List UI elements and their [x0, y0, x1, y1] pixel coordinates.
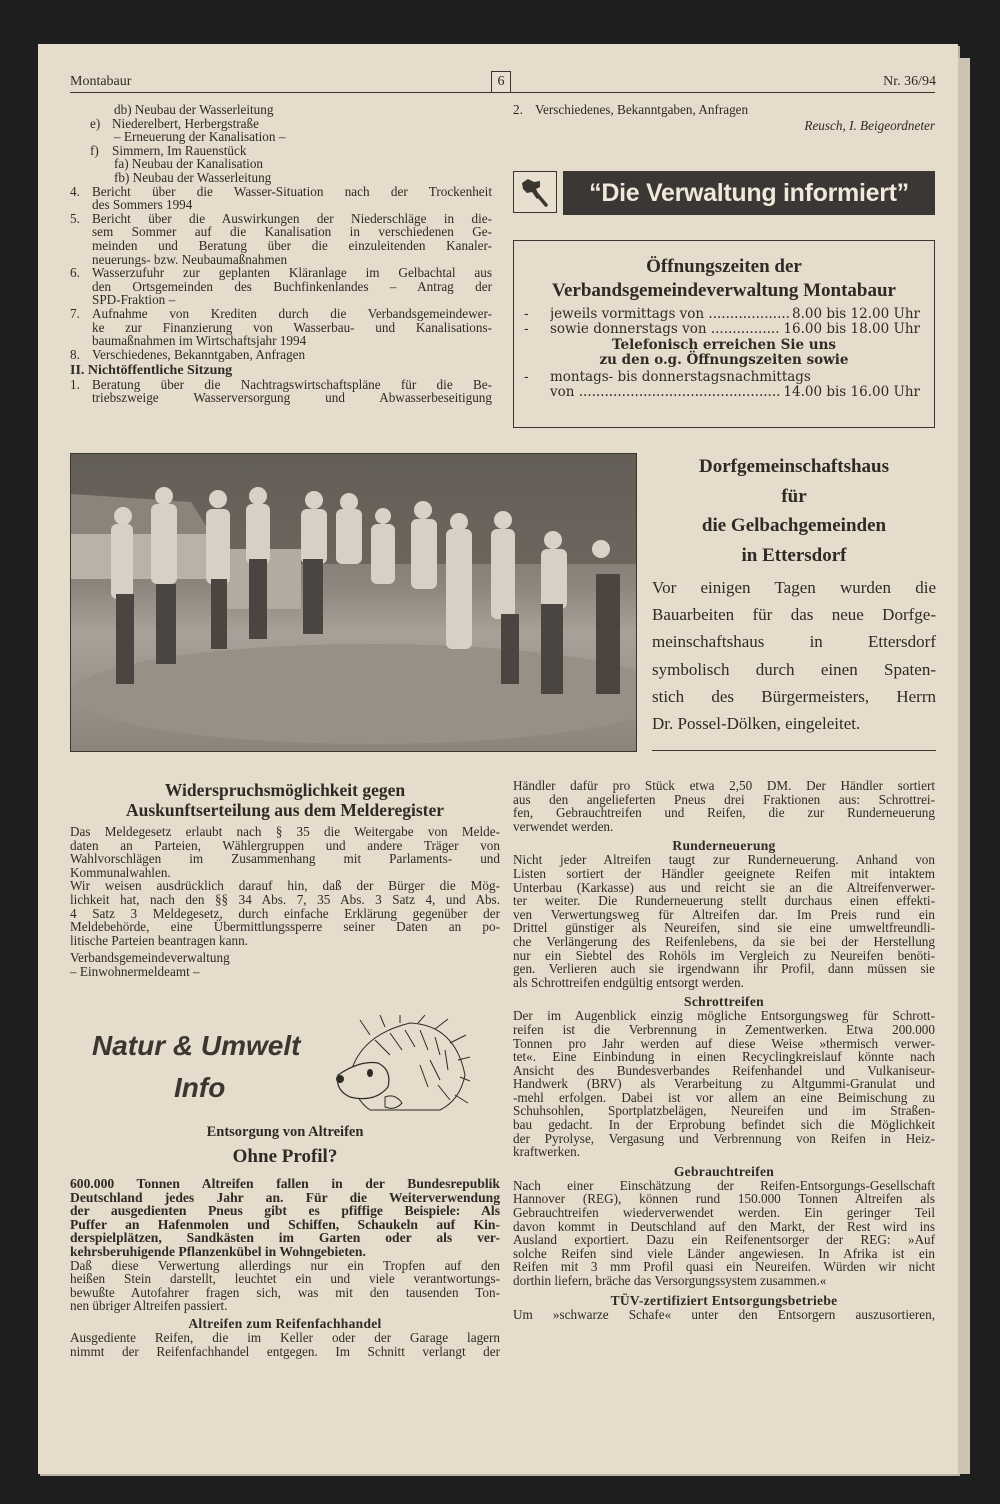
- item-text: fb) Neubau der Wasserleitung: [114, 169, 272, 185]
- row-dash: -: [524, 320, 529, 337]
- agenda-right-column: [513, 103, 935, 132]
- text-line: bau gedacht. In der Erprobung befindet sich die Möglichkeit: [513, 1117, 935, 1133]
- text-line: nimmt der Reifenfachhandel entgegen. Im Schnitt verlangt der: [70, 1343, 500, 1359]
- agenda-sub-item: [70, 171, 492, 185]
- text-line: Tonnen pro Jahr werden auf diese Weise »thermisch verwer-: [513, 1035, 935, 1051]
- natur-line-1: Natur & Umwelt: [92, 1030, 301, 1061]
- item-number: f): [90, 142, 99, 158]
- text-line: Drittel günstiger als Neureifen, sind sie eine umweltfreundli-: [513, 920, 935, 936]
- widerspruch-para-1: [70, 825, 500, 879]
- dorf-title-line: für: [781, 485, 807, 507]
- signature-line: – Einwohnermeldeamt –: [70, 963, 200, 979]
- item-text: db) Neubau der Wasserleitung: [114, 102, 274, 117]
- item-number: e): [90, 115, 101, 131]
- dorf-title-line: in Ettersdorf: [741, 544, 847, 566]
- text-line: Listen sortiert der Händler geeignete Reifen mit intaktem: [513, 865, 935, 881]
- text-line: kehrsberuhigende Pflanzenkübel in Wohngebieten.: [70, 1243, 366, 1259]
- item-number: 4.: [70, 183, 80, 199]
- text-line: Das Meldegesetz erlaubt nach § 35 die Weitergabe von Melde-: [70, 824, 500, 839]
- text-line: Reifen mit 3 mm Profil quasi ein Neureifen. Würden wir nicht: [513, 1259, 935, 1275]
- page-edge: [958, 58, 970, 1474]
- item-text: [92, 212, 492, 266]
- item-text: fa) Neubau der Kanalisation: [114, 156, 264, 172]
- item-number: 6.: [70, 265, 80, 281]
- text-line: Ansicht des Bundesverbandes Reifenhandel und Vulkaniseur-: [513, 1062, 935, 1078]
- text-line: Bauarbeiten für das neue Dorfge-: [652, 605, 936, 625]
- row-label: montags- bis donnerstagsnachmittags: [550, 369, 811, 385]
- row-dash: -: [524, 369, 529, 385]
- text-line: heißen Stein darstellt, leuchtet ein und viele verantwortungs-: [70, 1271, 500, 1287]
- text-line: Nicht jeder Altreifen taugt zur Runderneuerung. Anhand von: [513, 852, 935, 868]
- text-line: Nach einer Einschätzung der Reifen-Entsorgungs-Gesellschaft: [513, 1177, 935, 1193]
- text-line: dorthin liefern, bräche das Versorgungssystem zusammen.«: [513, 1273, 827, 1288]
- item-line: Bericht über die Auswirkungen der Niederschläge in die-: [92, 210, 492, 226]
- text-line: derspielplätzen, Sandkästen im Garten oder als ver-: [70, 1230, 500, 1246]
- text-line: Ausland exportiert. Dazu ein Reifenentsorger der REG: »Auf: [513, 1232, 935, 1248]
- item-number: 7.: [70, 305, 80, 321]
- text-line: Schuhsohlen, Sportplatzbelägen, Neureifen und im Straßen-: [513, 1103, 935, 1119]
- header-page-number: 6: [491, 71, 511, 93]
- natur-para-2: [70, 1331, 500, 1358]
- item-line: triebszweige Wasserversorgung und Abwasserbeseitigung: [92, 390, 492, 406]
- para-runderneuerung: [513, 853, 935, 989]
- text-line: Wahlvorschlägen im Zusammenhang mit Parlaments- und: [70, 851, 500, 867]
- text-line: der ausgedienten Pneus gibt es pfiffige Beispiele: Als: [70, 1203, 500, 1219]
- item-line: Bericht über die Wasser-Situation nach der Trockenheit: [92, 183, 492, 199]
- item-text: [92, 185, 492, 212]
- text-line: nur ein Siebtel des Rohöls im Vergleich zu Neureifen benöti-: [513, 947, 935, 963]
- text-line: kraftwerken.: [513, 1144, 580, 1160]
- item-text: Niederelbert, Herbergstraße: [112, 115, 259, 131]
- text-line: lichkeit hat, nach den §§ 34 Abs. 7, 35 Abs. 3 Satz 4, und Abs.: [70, 891, 500, 907]
- dorf-title-line: die Gelbachgemeinden: [701, 515, 887, 536]
- text-line: Wir weisen ausdrücklich darauf hin, daß der Bürger die Mög-: [70, 878, 500, 894]
- agenda-sub-item: [70, 157, 492, 171]
- text-line: der Pyrolyse, Vergasung und Verbrennung von Reifen in Heiz-: [513, 1130, 935, 1146]
- widerspruch-para-2: [70, 879, 500, 947]
- dorf-body: [652, 574, 936, 737]
- item-number: 2.: [513, 102, 523, 117]
- agenda-item: [70, 185, 492, 212]
- text-line: gen. Verlieren auch sie irgendwann ihr Profil, dann müssen sie: [513, 961, 935, 977]
- natur-para-1: [70, 1259, 500, 1313]
- subhead-gebrauchtreifen: Gebrauchtreifen: [673, 1163, 775, 1179]
- item-text: [92, 307, 492, 348]
- dorf-title-line: Dorfgemeinschaftshaus: [699, 456, 889, 477]
- item-number: 8.: [70, 346, 80, 362]
- header-town: Montabaur: [70, 74, 132, 89]
- text-line: Deutschland jedes Jahr an. Für die Weiterverwendung: [70, 1189, 500, 1205]
- item-line: neuerungs- bzw. Neubaumaßnahmen: [92, 251, 288, 267]
- text-line: bewußte Autofahrer fragen sich, was mit den tausenden Ton-: [70, 1284, 500, 1300]
- row-value: 8.00 bis 12.00 Uhr: [792, 306, 920, 322]
- box-title-line: Öffnungszeiten der: [646, 256, 802, 277]
- natur-subtitle: Entsorgung von Altreifen: [206, 1124, 364, 1140]
- text-line: Der im Augenblick einzig mögliche Entsorgungsweg für Schrott-: [513, 1008, 935, 1024]
- natur-umwelt-logo: [92, 1025, 300, 1109]
- item-line: den Ortsgemeinden des Buchfinkenlandes – Antrag der: [92, 278, 492, 294]
- verwaltung-banner: [513, 171, 935, 215]
- subhead-runderneuerung: Runderneuerung: [672, 838, 776, 854]
- dorf-title: [652, 452, 936, 570]
- text-line: Ausgediente Reifen, die im Keller oder der Garage lagern: [70, 1329, 500, 1345]
- text-line: Kommunalwahlen.: [70, 864, 171, 880]
- agenda-sub-item: [70, 117, 492, 131]
- text-line: 600.000 Tonnen Altreifen fallen in der Bundesrepublik: [70, 1176, 500, 1191]
- item-line: sem Sommer auf die Kanalisation in verschiedenen Ge-: [92, 224, 492, 240]
- agenda-main-items: [70, 185, 492, 362]
- item-number: 1.: [70, 376, 80, 392]
- item-text: [92, 348, 492, 362]
- phone-line: zu den o.g. Öffnungszeiten sowie: [599, 351, 849, 368]
- text-line: symbolisch durch einen Spaten-: [652, 659, 936, 679]
- hours-extra-row-value: [514, 385, 934, 400]
- text-line: als Schrottreifen endgültig entsorgt werden.: [513, 974, 744, 990]
- signature-line: Verbandsgemeindeverwaltung: [70, 950, 230, 966]
- signature: Reusch, I. Beigeordneter: [804, 117, 935, 133]
- text-line: Daß diese Verwertung allerdings nur ein Tropfen auf den: [70, 1257, 500, 1273]
- dorf-article: [652, 452, 936, 737]
- item-text: Verschiedenes, Bekanntgaben, Anfragen: [535, 102, 749, 117]
- right-para-0: [513, 779, 935, 833]
- item-text: [92, 266, 492, 307]
- agenda-sub-item: [70, 130, 492, 144]
- text-line: Gebrauchtreifen wiederverwendet werden. Ein geringer Teil: [513, 1205, 935, 1221]
- text-line: -mehl erfolgen. Dabei ist vor allem an eine Beimischung zu: [513, 1089, 935, 1105]
- dorf-rule: [652, 750, 936, 751]
- subhead-schrottreifen: Schrottreifen: [684, 994, 764, 1010]
- agenda-item: [70, 348, 492, 362]
- item-line: meinden und Beratung über die einzuleitenden Kanaler-: [92, 237, 492, 253]
- agenda-sub-items: [70, 103, 492, 185]
- item-line: Beratung über die Nachtragswirtschaftspläne für die Be-: [92, 376, 492, 392]
- widerspruch-title-line: Auskunftserteilung aus dem Melderegister: [125, 800, 445, 820]
- text-line: nen übriger Altreifen passiert.: [70, 1298, 228, 1314]
- text-line: solche Reifen sind viele Länder angewiesen. In Afrika ist ein: [513, 1245, 935, 1261]
- para-tuev: [513, 1308, 935, 1322]
- agenda-left-column: [70, 103, 492, 405]
- text-line: tet«. Eine Einbindung in einen Recyclingkreislauf könnte nach: [513, 1049, 935, 1065]
- natur-lead: [70, 1177, 500, 1259]
- widerspruch-title-line: Widerspruchsmöglichkeit gegen: [164, 780, 406, 800]
- text-line: meinschaftshaus in Ettersdorf: [652, 632, 936, 652]
- phone-line: Telefonisch erreichen Sie uns: [612, 337, 836, 353]
- para-schrottreifen: [513, 1009, 935, 1159]
- item-text: – Erneuerung der Kanalisation –: [114, 129, 286, 145]
- opening-hours-box: [513, 240, 935, 428]
- text-line: davon kommt in Deutschland auf den Markt, der Rest wird ins: [513, 1218, 935, 1234]
- row-label: von .....: [550, 385, 780, 400]
- text-line: Um »schwarze Schafe« unter den Entsorgern auszusortieren,: [513, 1306, 935, 1322]
- item-line: SPD-Fraktion –: [92, 292, 176, 308]
- text-line: ter weiter. Die Runderneuerung stellt durchaus einen effekti-: [513, 893, 935, 909]
- text-line: che Verlängerung des Reifenlebens, da sie bei der Herstellung: [513, 933, 935, 949]
- hours-row: [514, 322, 934, 337]
- header-rule-right: [511, 92, 935, 93]
- row-dash: -: [524, 306, 529, 322]
- item-line: Verschiedenes, Bekanntgaben, Anfragen: [92, 346, 306, 362]
- altreifen-left-column: [70, 1177, 500, 1358]
- item-line: Wasserzufuhr zur geplanten Kläranlage im Gelbachtal aus: [92, 265, 492, 281]
- text-line: Unterbau (Karkasse) aus und reicht sie an die Altreifenverwer-: [513, 879, 935, 895]
- para-gebrauchtreifen: [513, 1179, 935, 1288]
- text-line: reifen ist die Verbrennung in Zementwerken. Etwa 200.000: [513, 1021, 935, 1037]
- text-line: ven Verwertungsweg für Altreifen dar. Im Preis rund ein: [513, 906, 935, 922]
- text-line: Meldebehörde, eine Übermittlungssperre seiner Daten an po-: [70, 919, 500, 935]
- item-line: des Sommers 1994: [92, 197, 193, 213]
- agenda-sub-item: [70, 144, 492, 158]
- subhead-reifenfachhandel: Altreifen zum Reifenfachhandel: [188, 1315, 382, 1331]
- banner-title: “Die Verwaltung informiert”: [563, 171, 935, 215]
- hours-row: [514, 307, 934, 322]
- widerspruch-signature: [70, 951, 500, 978]
- agenda-item: [70, 266, 492, 307]
- subhead-tuev: TÜV-zertifiziert Entsorgungsbetriebe: [610, 1292, 838, 1308]
- text-line: fen, Gebrauchtreifen und Reifen, die zur Runderneuerung: [513, 805, 935, 821]
- text-line: Handwerk (BRV) als Verarbeitung zu Altgummi-Granulat und: [513, 1076, 935, 1092]
- text-line: Dr. Possel-Dölken, eingeleitet.: [652, 714, 861, 734]
- header-rule-left: [70, 92, 491, 93]
- row-label: jeweils vormittags von .....: [550, 307, 789, 322]
- item-text: Simmern, Im Rauenstück: [112, 142, 247, 158]
- text-line: Puffer an Hafenmolen und Schiffen, Schaukeln auf Kin-: [70, 1216, 500, 1232]
- groundbreaking-photo: [70, 453, 637, 752]
- agenda-sub-item: [70, 103, 492, 117]
- item-line: ke zur Finanzierung von Wasserbau- und Kanalisations-: [92, 319, 492, 335]
- row-value: 16.00 bis 18.00 Uhr: [783, 320, 920, 337]
- agenda-item: [70, 307, 492, 348]
- altreifen-right-column: [513, 779, 935, 1321]
- text-line: 4 Satz 3 Meldegesetz, durch einfache Erklärung gegenüber der: [70, 905, 500, 921]
- hours-rows: [514, 307, 934, 336]
- text-line: litische Parteien beantragen kann.: [70, 932, 248, 948]
- widerspruch-article: [70, 780, 500, 979]
- hand-pointer-icon: [513, 171, 557, 213]
- agenda-item: [513, 103, 935, 117]
- row-label: sowie donnerstags von .....: [550, 322, 780, 337]
- natur-headline: Ohne Profil?: [232, 1146, 338, 1167]
- hours-extra-row: [514, 370, 934, 385]
- agenda-item: [70, 212, 492, 266]
- header-issue: Nr. 36/94: [883, 74, 936, 89]
- text-line: Hannover (REG), können rund 150.000 Tonnen Altreifen als: [513, 1191, 935, 1207]
- item-line: Aufnahme von Krediten durch die Verbandsgemeindewer-: [92, 305, 492, 321]
- item-number: 5.: [70, 210, 80, 226]
- item-line: baumaßnahmen im Wirtschaftsjahr 1994: [92, 333, 307, 349]
- natur-line-2: Info: [174, 1072, 226, 1103]
- text-line: stich des Bürgermeisters, Herrn: [652, 686, 936, 706]
- text-line: aus den angelieferten Pneus drei Fraktionen aus: Schrottrei-: [513, 791, 935, 807]
- text-line: daten an Parteien, Wählergruppen und andere Träger von: [70, 837, 500, 853]
- section-ii-title: II. Nichtöffentliche Sitzung: [70, 363, 233, 379]
- text-line: Vor einigen Tagen wurden die: [652, 578, 936, 597]
- text-line: Händler dafür pro Stück etwa 2,50 DM. Der Händler sortiert: [513, 778, 935, 793]
- hedgehog-icon: [330, 1015, 470, 1115]
- box-title-line: Verbandsgemeindeverwaltung Montabaur: [552, 280, 896, 301]
- section-ii-item: [70, 378, 492, 405]
- text-line: verwendet werden.: [513, 818, 614, 834]
- row-value: 14.00 bis 16.00 Uhr: [783, 383, 920, 400]
